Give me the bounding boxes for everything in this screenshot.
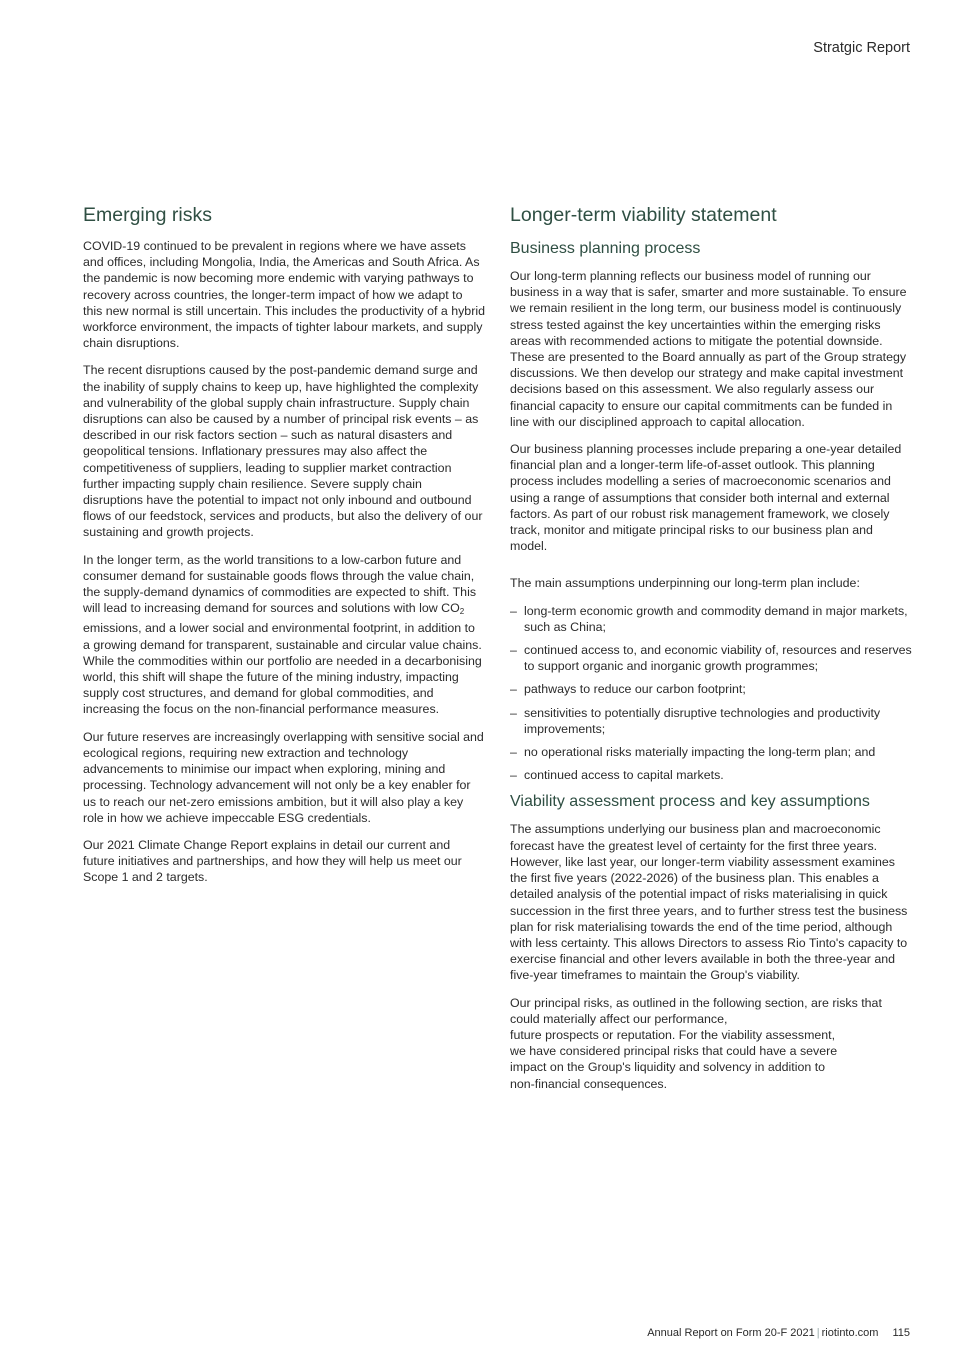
dash-bullet: – xyxy=(510,643,517,658)
viability-assessment-paragraph: The assumptions underlying our business plan and macroeconomic forecast have the greatest level of certainty for the first three years. However, like last year, our longer-term viability assessment examines the first five years (2022-2026) of the business plan. This enables a detailed analysis of the potential impact of risks materialising in quick succession in the first three years, and to further stress test the business plan for risk materialising towards the end of the time period, although with less certainty. This allows Directors to assess Rio Tinto's capacity to exercise financial and other levers available in both the three-year and five-year timeframes to maintain the Group's viability. xyxy=(510,822,908,983)
list-item: – continued access to, and economic viability of, resources and reserves to support organic and inorganic growth programmes; xyxy=(510,643,912,674)
emerging-risks-paragraph xyxy=(83,552,485,718)
emerging-risks-column xyxy=(83,202,485,897)
page-footer xyxy=(647,1327,910,1339)
footer-report-title: Annual Report on Form 20-F 2021 xyxy=(647,1327,815,1339)
page-header-title: Stratgic Report xyxy=(813,40,910,56)
list-item: – long-term economic growth and commodity demand in major markets, such as China; xyxy=(510,603,908,634)
paragraph-line: could materially affect our performance, xyxy=(510,1011,728,1026)
viability-assessment-subheading: Viability assessment process and key assumptions xyxy=(510,793,870,811)
paragraph-line: Our principal risks, as outlined in the following section, are risks that xyxy=(510,995,882,1010)
paragraph-line: non-financial consequences. xyxy=(510,1076,668,1091)
paragraph-line: future prospects or reputation. For the viability assessment, xyxy=(510,1027,836,1042)
viability-heading: Longer-term viability statement xyxy=(510,204,777,226)
business-planning-paragraph: Our business planning processes include preparing a one-year detailed financial plan and a longer-term life-of-asset outlook. This planning process includes modelling a series of macroeconomic scenarios and using a range of assumptions that consider both internal and external factors. As part of our robust risk management framework, we closely track, monitor and mitigate principal risks to our business plan and model. xyxy=(510,442,902,554)
paragraph-text: emissions, and a lower social and environmental footprint, in addition to a growing demand for transparent, sustainable and circular value chains. While the commodities within our portfolio are needed in a decarbonising world, this shift will shape the future of the mining industry, impacting supply cost structures, and demand for global commodities, and increasing the focus on the non-financial performance measures. xyxy=(83,621,482,717)
list-item: – sensitivities to potentially disruptive technologies and productivity improvements; xyxy=(510,705,881,736)
business-planning-subheading: Business planning process xyxy=(510,240,701,257)
assumptions-list xyxy=(510,603,912,784)
business-planning-paragraph: Our long-term planning reflects our business model of running our business in a way that is safer, smarter and more sustainable. To ensure we remain resilient in the long term, our business model is continuously stress tested against the key uncertainties within the emerging risks areas with recommended actions to mitigate the potential downside. These are presented to the Board annually as part of the Group strategy discussions. We then develop our strategy and make capital investment decisions based on this assessment. We also regularly assess our financial capacity to ensure our capital commitments can be funded in line with our disciplined approach to capital allocation. xyxy=(510,269,907,429)
emerging-risks-paragraph: COVID-19 continued to be prevalent in regions where we have assets and offices, including Mongolia, India, the Americas and South Africa. As the pandemic is now becoming more endemic with varying pathways to recovery across countries, the longer-term impact of how we adapt to this new normal is still uncertain. This includes the productivity of a hybrid workforce environment, the impacts of tighter labour markets, and supply chain disruptions. xyxy=(83,239,485,351)
dash-bullet: – xyxy=(510,768,517,783)
footer-website: riotinto.com xyxy=(821,1327,879,1339)
footer-separator: | xyxy=(816,1327,820,1339)
emerging-risks-paragraph: The recent disruptions caused by the post-pandemic demand surge and the inability of supply chains to keep up, have highlighted the complexity and vulnerability of the global supply chain infrastructure. Supply chain disruptions can also be caused by a number of principal risk events – as described in our risk factors section – such as natural disasters and geopolitical tensions. Inflationary pressures may also affect the competitiveness of suppliers, leading to supplier market contraction further impacting supply chain resilience. Severe supply chain disruptions have the potential to impact not only inbound and outbound flows of our feedstock, services and products, but also the delivery of our sustaining and growth projects. xyxy=(83,363,483,540)
paragraph-line: we have considered principal risks that could have a severe xyxy=(510,1044,838,1059)
paragraph-text: In the longer term, as the world transitions to a low-carbon future and consumer demand for sustainable goods flows through the value chain, the supply-demand dynamics of commodities are expected to shift. This will lead to increasing demand for sources and solutions with low CO xyxy=(83,552,477,616)
assumptions-intro: The main assumptions underpinning our long-term plan include: xyxy=(510,576,860,591)
dash-bullet: – xyxy=(510,682,517,697)
list-item: – pathways to reduce our carbon footprint; xyxy=(510,682,746,697)
dash-bullet: – xyxy=(510,603,517,618)
viability-column xyxy=(510,202,912,1103)
co2-subscript: 2 xyxy=(459,607,465,617)
page-number: 115 xyxy=(892,1327,910,1339)
emerging-risks-paragraph: Our 2021 Climate Change Report explains in detail our current and future initiatives and partnerships, and how they will help us meet our Scope 1 and 2 targets. xyxy=(83,837,462,885)
list-item: – continued access to capital markets. xyxy=(510,768,724,783)
dash-bullet: – xyxy=(510,745,517,760)
emerging-risks-heading: Emerging risks xyxy=(83,204,212,226)
principal-risks-paragraph xyxy=(510,995,912,1092)
list-item: – no operational risks materially impacting the long-term plan; and xyxy=(510,745,876,760)
paragraph-line: impact on the Group's liquidity and solvency in addition to xyxy=(510,1060,826,1075)
dash-bullet: – xyxy=(510,705,517,720)
emerging-risks-paragraph: Our future reserves are increasingly overlapping with sensitive social and ecological regions, requiring new extraction and technology advancements to minimise our impact when exploring, mining and processing. Technology advancement will not only be a key enabler for us to reach our net-zero emissions ambition, but it will also play a key role in how we achieve impeccable ESG credentials. xyxy=(83,729,484,825)
